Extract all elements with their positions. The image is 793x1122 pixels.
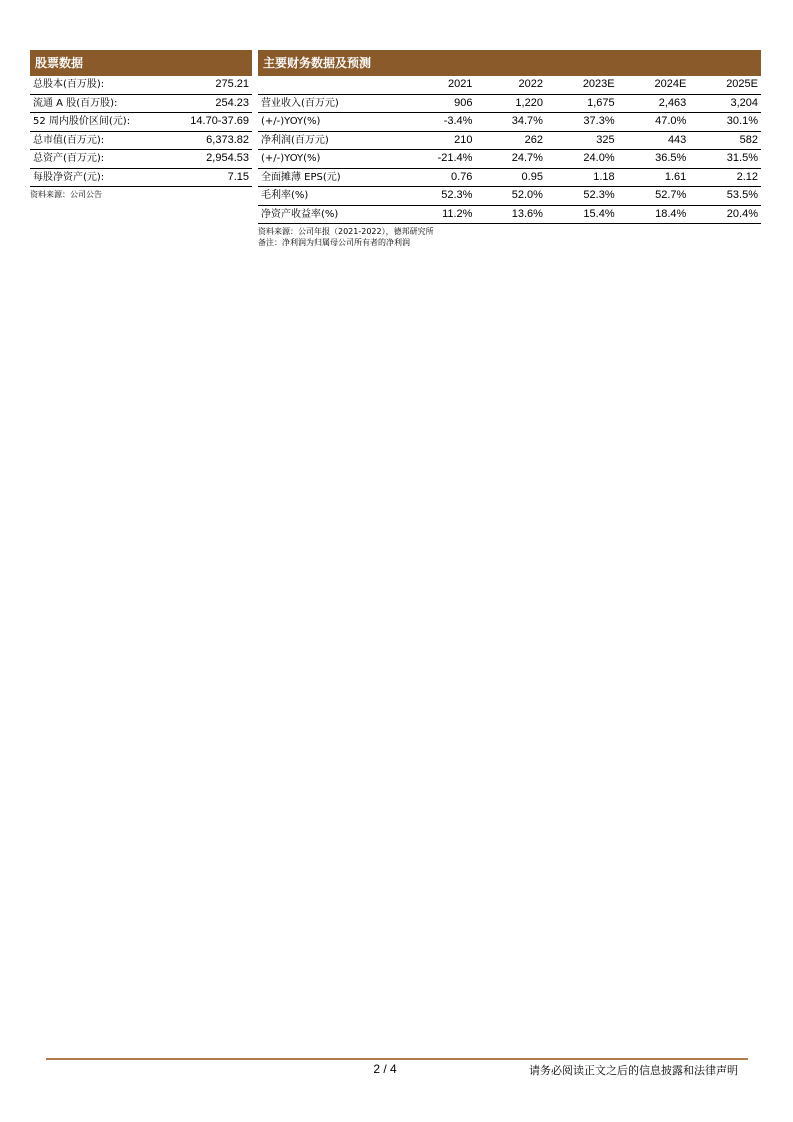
financial-data-title: 主要财务数据及预测 — [258, 50, 761, 76]
table-row — [258, 187, 761, 206]
table-row — [258, 94, 761, 113]
row-label: 总市值(百万元): — [33, 134, 105, 146]
stock-data-source: 资料来源：公司公告 — [30, 190, 102, 199]
table-header-row — [258, 76, 761, 94]
cell-value: 2.12 — [736, 170, 758, 183]
cell-value: 52.0% — [511, 189, 543, 202]
cell-value: 443 — [667, 133, 687, 146]
cell-value: 262 — [524, 133, 543, 146]
row-label: 毛利率(%) — [261, 190, 309, 202]
row-label: 总股本(百万股): — [33, 79, 105, 91]
cell-value: 0.95 — [521, 170, 543, 183]
column-header — [258, 76, 398, 94]
stock-data-title: 股票数据 — [30, 50, 252, 76]
row-label: 净资产收益率(%) — [261, 208, 339, 220]
row-label: 净利润(百万元) — [261, 134, 329, 146]
cell-value: 52.3% — [441, 189, 473, 202]
cell-value: 52.7% — [655, 189, 687, 202]
cell-value: 34.7% — [511, 115, 543, 128]
cell-value: -21.4% — [437, 152, 473, 165]
cell-value: 1,675 — [587, 96, 615, 109]
row-value: 254.23 — [215, 96, 249, 109]
cell-value: 210 — [454, 133, 473, 146]
row-value: 14.70-37.69 — [190, 115, 249, 128]
table-row — [30, 113, 252, 132]
column-header: 2024E — [654, 78, 687, 91]
cell-value: 13.6% — [511, 207, 543, 220]
cell-value: 11.2% — [442, 207, 473, 220]
table-row — [30, 76, 252, 94]
cell-value: 20.4% — [726, 207, 758, 220]
row-value: 7.15 — [227, 170, 249, 183]
cell-value: 24.7% — [511, 152, 543, 165]
financial-data-source: 资料来源：公司年报（2021-2022），德邦研究所 — [258, 227, 434, 236]
row-label: 52 周内股价区间(元): — [33, 116, 131, 128]
table-row — [258, 205, 761, 224]
row-label: (+/-)YOY(%) — [261, 116, 321, 128]
row-label: 每股净资产(元): — [33, 171, 105, 183]
financial-data-panel — [258, 50, 761, 248]
cell-value: 52.3% — [583, 189, 615, 202]
disclaimer-text: 请务必阅读正文之后的信息披露和法律声明 — [529, 1064, 738, 1077]
cell-value: 24.0% — [583, 152, 615, 165]
cell-value: 31.5% — [726, 152, 758, 165]
financial-data-table — [258, 76, 761, 224]
column-header: 2025E — [726, 78, 758, 91]
table-row — [30, 150, 252, 169]
row-value: 2,954.53 — [206, 152, 249, 165]
cell-value: 1,220 — [515, 96, 543, 109]
column-header: 2022 — [518, 78, 543, 91]
cell-value: 36.5% — [655, 152, 687, 165]
table-row — [30, 168, 252, 187]
column-header: 2021 — [447, 78, 473, 91]
cell-value: 0.76 — [451, 170, 473, 183]
row-label: 流通 A 股(百万股): — [33, 97, 118, 109]
table-row — [258, 150, 761, 169]
row-label: (+/-)YOY(%) — [261, 153, 321, 165]
row-label: 营业收入(百万元) — [261, 97, 339, 109]
table-row — [30, 94, 252, 113]
cell-value: 15.4% — [583, 207, 615, 220]
table-row — [258, 168, 761, 187]
row-label: 总资产(百万元): — [33, 153, 105, 165]
cell-value: 53.5% — [726, 189, 758, 202]
cell-value: 582 — [739, 133, 758, 146]
cell-value: 47.0% — [655, 115, 687, 128]
cell-value: 906 — [454, 96, 473, 109]
row-label: 全面摊薄 EPS(元) — [261, 171, 341, 183]
column-header: 2023E — [582, 78, 615, 91]
table-row — [258, 131, 761, 150]
row-value: 275.21 — [215, 78, 249, 91]
cell-value: 325 — [596, 133, 615, 146]
page-number: 2 / 4 — [373, 1062, 397, 1076]
table-row — [258, 113, 761, 132]
table-row — [30, 131, 252, 150]
cell-value: 2,463 — [658, 96, 687, 109]
cell-value: 1.61 — [664, 170, 687, 183]
cell-value: 30.1% — [726, 115, 758, 128]
cell-value: 1.18 — [593, 170, 615, 183]
stock-data-table — [30, 76, 252, 187]
cell-value: 18.4% — [655, 207, 687, 220]
footer-divider — [46, 1058, 748, 1060]
financial-data-note: 备注：净利润为归属母公司所有者的净利润 — [258, 238, 410, 247]
cell-value: 37.3% — [583, 115, 615, 128]
cell-value: -3.4% — [443, 115, 473, 128]
row-value: 6,373.82 — [206, 133, 249, 146]
cell-value: 3,204 — [730, 96, 758, 109]
stock-data-panel — [30, 50, 252, 200]
